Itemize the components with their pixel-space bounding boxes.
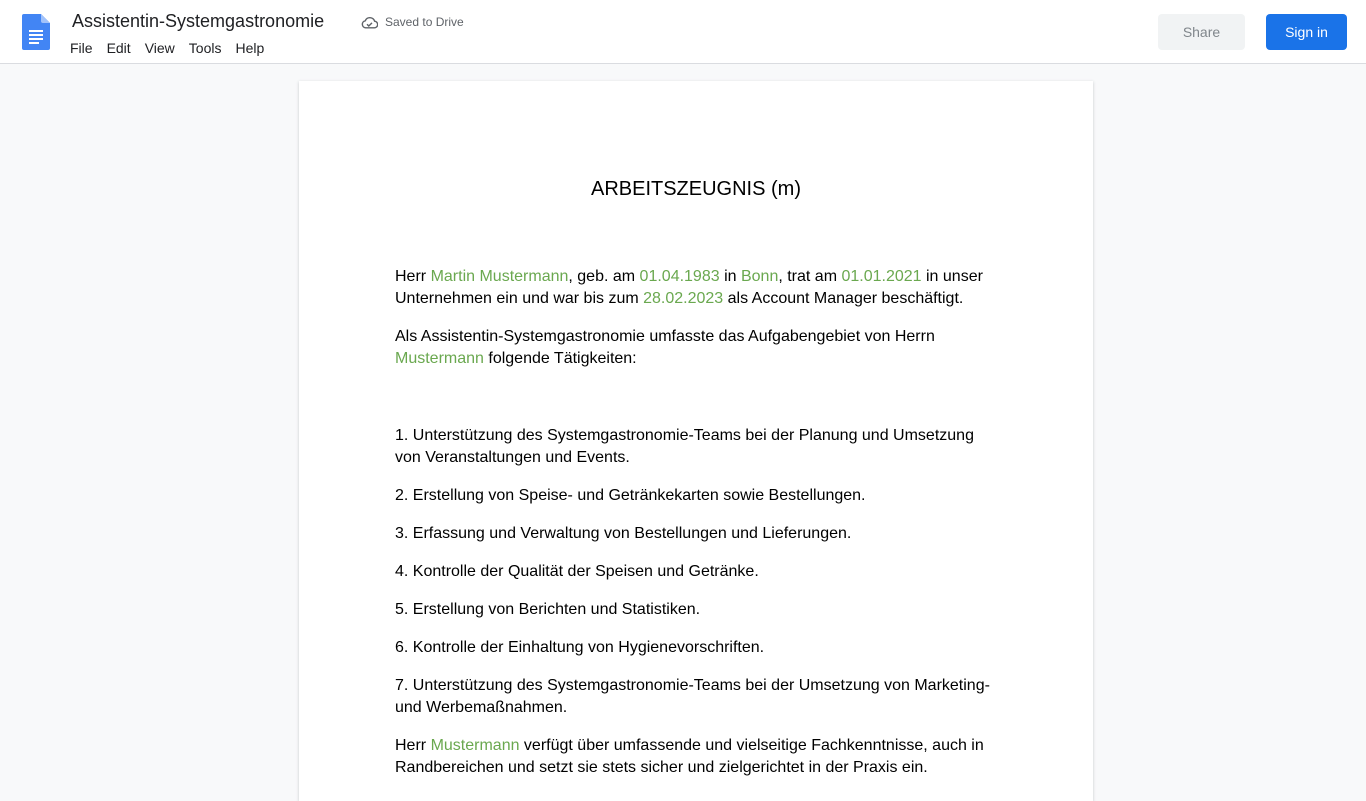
menu-edit[interactable]: Edit	[106, 40, 131, 56]
employee-surname: Mustermann	[395, 350, 484, 367]
birth-city: Bonn	[740, 268, 779, 285]
tasks-intro-paragraph	[395, 326, 995, 370]
birth-date: 01.04.1983	[639, 268, 720, 285]
document-title[interactable]: Assistentin-Systemgastronomie	[72, 11, 325, 31]
menu-bar	[63, 39, 271, 57]
task-item: 2. Erstellung von Speise- und Getränkekarten sowie Bestellungen.	[395, 487, 866, 504]
menu-view[interactable]: View	[144, 40, 175, 56]
tasks-intro-text-2: folgende Tätigkeiten:	[483, 350, 637, 367]
employee-surname: Mustermann	[430, 737, 520, 754]
end-date: 28.02.2023	[643, 290, 724, 307]
employee-name: Martin Mustermann	[430, 268, 569, 285]
app-header	[0, 0, 1366, 64]
intro-text-5: in unser Unternehmen ein und war bis zum	[395, 268, 983, 307]
cloud-done-icon	[361, 16, 378, 29]
menu-file[interactable]: File	[70, 40, 93, 56]
intro-text-6: als Account Manager beschäftigt.	[723, 290, 964, 307]
document-body	[395, 266, 995, 795]
start-date: 01.01.2021	[841, 268, 922, 285]
intro-text-1: Herr	[395, 268, 431, 285]
document-page[interactable]	[299, 81, 1093, 801]
intro-text-4: , trat am	[778, 268, 842, 285]
save-status[interactable]	[361, 14, 464, 30]
task-item: 7. Unterstützung des Systemgastronomie-Teams bei der Umsetzung von Marketing- und Werbemaßnahmen.	[395, 677, 990, 716]
task-item: 4. Kontrolle der Qualität der Speisen und Getränke.	[395, 563, 759, 580]
task-item: 3. Erfassung und Verwaltung von Bestellungen und Lieferungen.	[395, 525, 852, 542]
intro-text-3: in	[719, 268, 741, 285]
intro-paragraph	[395, 266, 995, 310]
intro-text-2: , geb. am	[568, 268, 640, 285]
save-status-label: Saved to Drive	[385, 15, 464, 29]
share-button[interactable]: Share	[1158, 14, 1245, 50]
sign-in-button[interactable]: Sign in	[1266, 14, 1347, 50]
tasks-intro-text-1: Als Assistentin-Systemgastronomie umfasste das Aufgabengebiet von Herrn	[395, 328, 935, 345]
task-item: 1. Unterstützung des Systemgastronomie-Teams bei der Planung und Umsetzung von Veranstaltungen und Events.	[395, 427, 974, 466]
google-docs-logo-icon[interactable]	[22, 14, 50, 50]
closing-paragraph	[395, 735, 995, 779]
document-heading: ARBEITSZEUGNIS (m)	[590, 178, 801, 200]
closing-text-2: verfügt über umfassende und vielseitige Fachkenntnisse, auch in Randbereichen und setzt sie stets sicher und zielgerichtet in der Praxis ein.	[395, 737, 984, 776]
task-item: 5. Erstellung von Berichten und Statistiken.	[395, 601, 701, 618]
task-item: 6. Kontrolle der Einhaltung von Hygienevorschriften.	[395, 639, 765, 656]
menu-help[interactable]: Help	[235, 40, 265, 56]
closing-text-1: Herr	[395, 737, 431, 754]
menu-tools[interactable]: Tools	[188, 40, 222, 56]
